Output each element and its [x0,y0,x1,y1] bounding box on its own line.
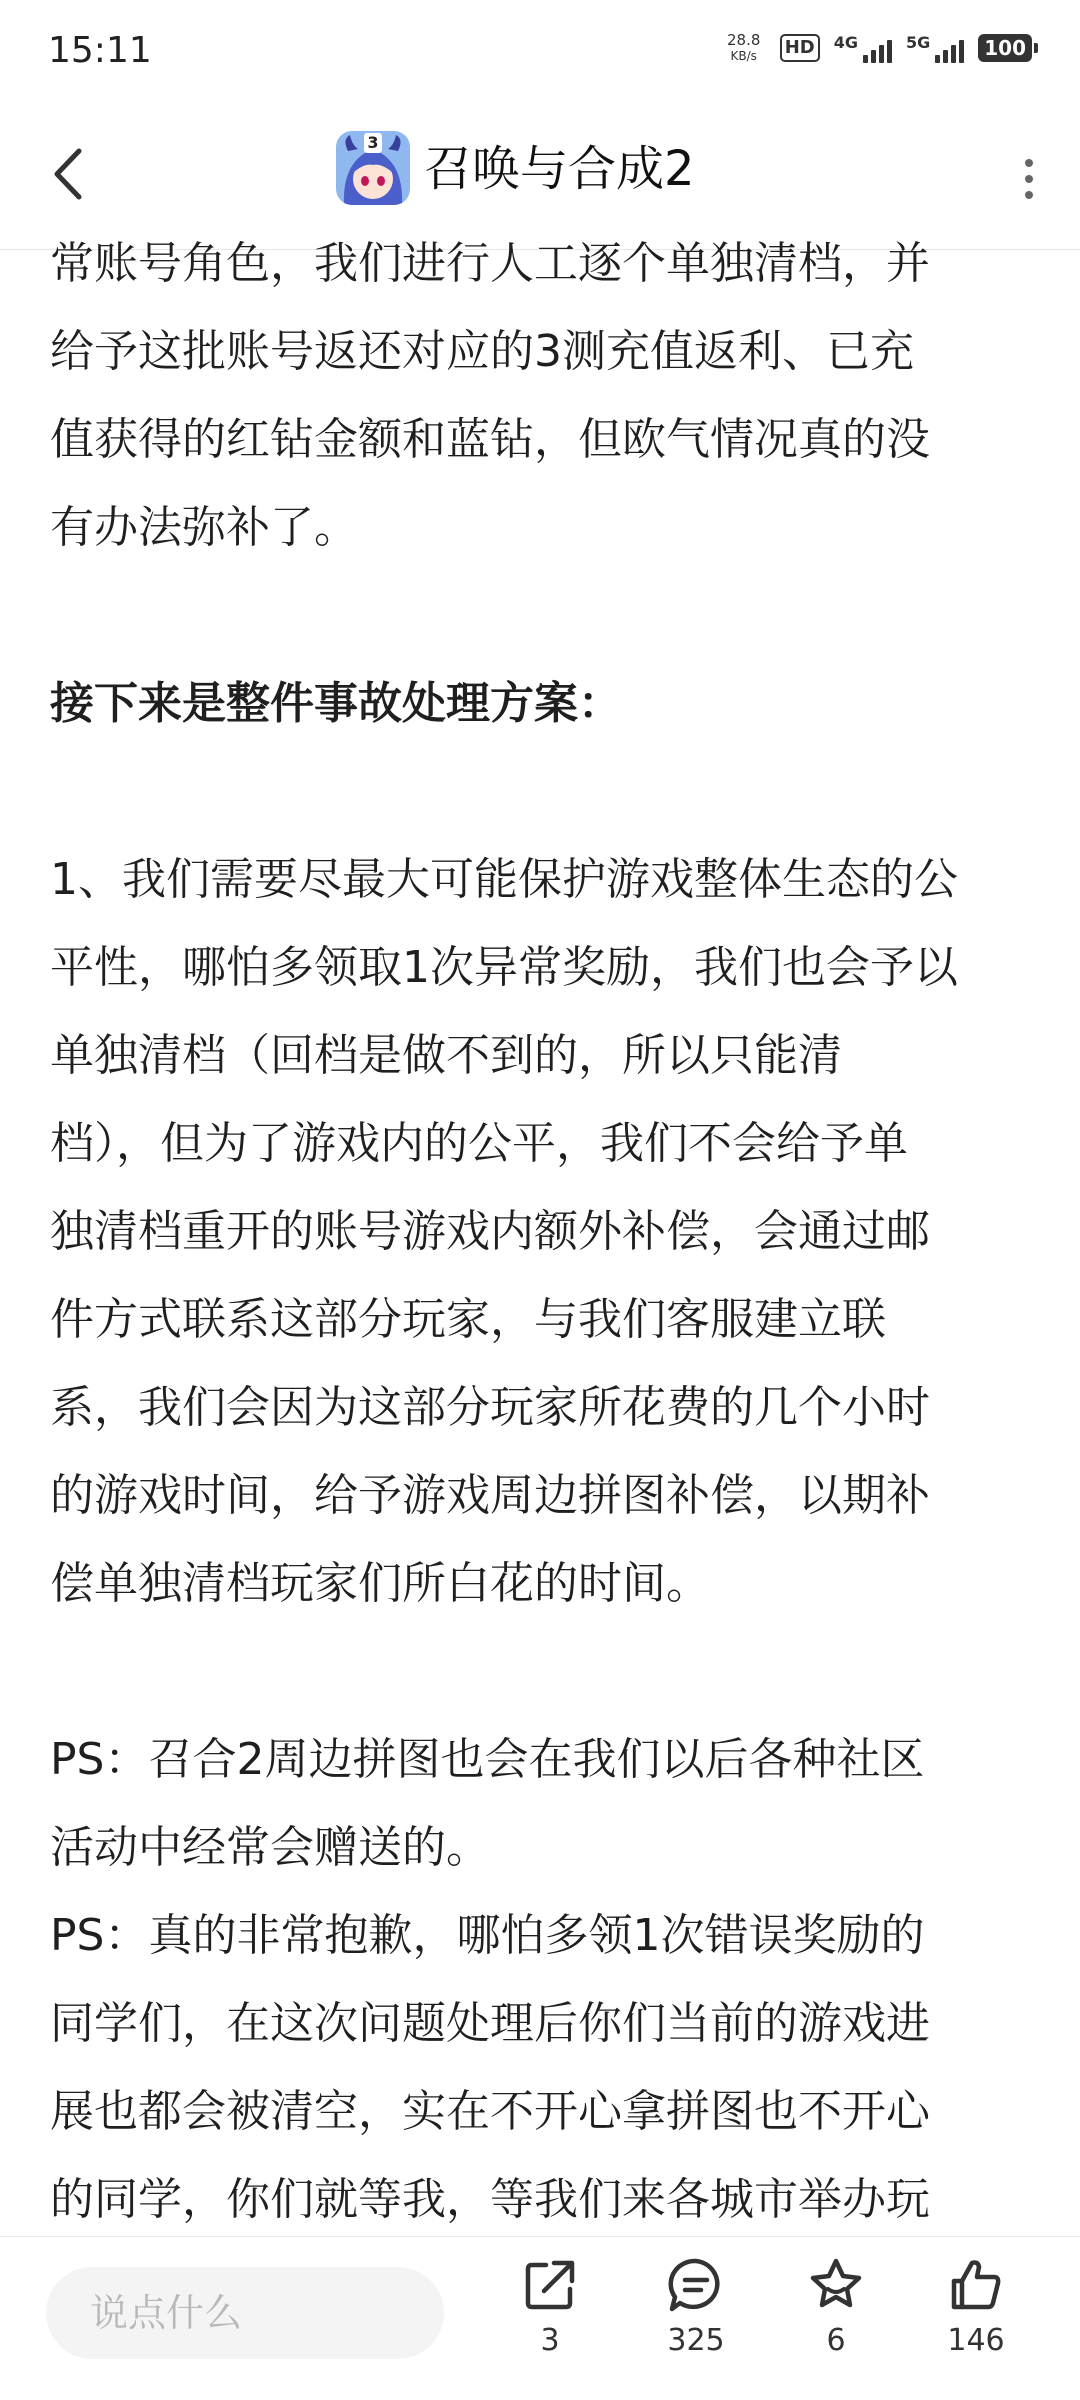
article-line: 件方式联系这部分玩家，与我们客服建立联 [50,1294,886,1345]
article-line: 展也都会被清空，实在不开心拿拼图也不开心 [50,2086,930,2137]
favorite-button[interactable] [776,2255,896,2358]
comment-bubble-icon [666,2255,726,2315]
article-line: 值获得的红钻金额和蓝钻，但欧气情况真的没 [50,414,930,465]
chevron-left-icon [51,147,85,201]
sim1-signal-icon [834,33,892,63]
more-dot-icon [1025,159,1033,167]
favorite-count: 6 [826,2323,846,2358]
back-button[interactable] [38,139,98,209]
more-dot-icon [1025,175,1033,183]
share-count: 3 [540,2323,560,2358]
status-bar [0,0,1080,105]
like-count: 146 [947,2323,1005,2358]
article-line: 偿单独清档玩家们所白花的时间。 [50,1558,710,1609]
status-time: 15:11 [48,30,152,71]
article-line: PS：真的非常抱歉，哪怕多领1次错误奖励的 [50,1910,925,1961]
article-line: 档），但为了游戏内的公平，我们不会给予单 [50,1118,908,1169]
article-line: 的游戏时间，给予游戏周边拼图补偿，以期补 [50,1470,930,1521]
page-title: 召唤与合成2 [424,141,695,197]
network-speed [722,32,766,64]
article-line: 有办法弥补了。 [50,502,358,553]
article-line: 的同学，你们就等我，等我们来各城市举办玩 [50,2174,930,2225]
article-line: 系，我们会因为这部分玩家所花费的几个小时 [50,1382,930,1433]
sim1-label: 4G [833,33,858,52]
share-icon [520,2255,580,2315]
battery-icon: 100 [978,34,1032,62]
more-dot-icon [1025,191,1033,199]
article-line: PS：召合2周边拼图也会在我们以后各种社区 [50,1734,925,1785]
sim2-signal-icon [906,33,964,63]
network-speed-value: 28.8 [727,31,761,49]
game-avatar-icon[interactable] [336,131,410,205]
section-heading: 接下来是整件事故处理方案： [50,678,622,729]
comment-button[interactable] [636,2255,756,2358]
comment-count: 325 [667,2323,725,2358]
article-line: 1、我们需要尽最大可能保护游戏整体生态的公 [50,854,958,905]
comment-input[interactable]: 说点什么 [46,2267,444,2359]
article-line: 单独清档（回档是做不到的，所以只能清 [50,1030,842,1081]
article-body [50,220,1040,2230]
game-icon-badge: 3 [367,133,379,152]
thumbs-up-icon [946,2255,1006,2315]
article-line: 平性，哪怕多领取1次异常奖励，我们也会予以 [50,942,958,993]
article-line: 活动中经常会赠送的。 [50,1822,490,1873]
article-line: 独清档重开的账号游戏内额外补偿，会通过邮 [50,1206,930,1257]
sim2-label: 5G [905,33,931,52]
article-line: 常账号角色，我们进行人工逐个单独清档，并 [50,238,930,289]
network-speed-unit: KB/s [730,49,757,63]
star-icon [806,2255,866,2315]
more-options-button[interactable] [1004,149,1054,209]
hd-voice-icon: HD [780,34,820,62]
article-line: 同学们，在这次问题处理后你们当前的游戏进 [50,1998,930,2049]
bottom-action-bar [0,2236,1080,2400]
share-button[interactable] [490,2255,610,2358]
article-line: 给予这批账号返还对应的3测充值返利、已充 [50,326,914,377]
like-button[interactable] [916,2255,1036,2358]
status-indicators [722,32,1032,64]
